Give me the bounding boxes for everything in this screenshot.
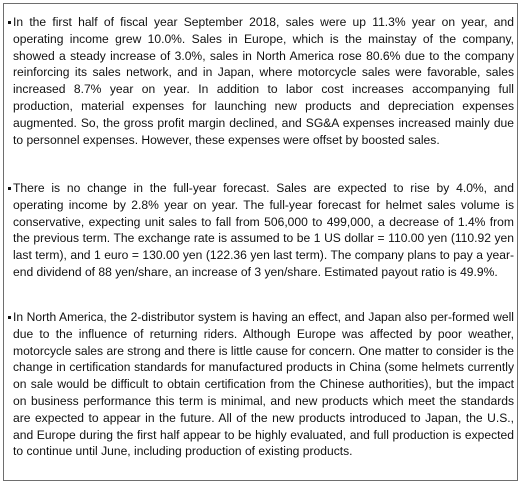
bullet-icon: [8, 21, 11, 24]
paragraph-text: There is no change in the full-year forecast. Sales are expected to rise by 4.0%, and operating income by 2.8% year on year. The full-year forecast for helmet sales volume is conservative, expecting unit sales to fall from 506,000 to 499,000, a decrease of 1.4% from the previous term. The exchange rate is assumed to be 1 US dollar = 110.00 yen (110.92 yen last term), and 1 euro = 130.00 yen (122.36 yen last term). The company plans to pay a year-end dividend of 88 yen/share, an increase of 3 yen/share. Estimated payout ratio is 49.9%.: [13, 181, 514, 279]
paragraph-full-year-forecast: [8, 180, 514, 281]
paragraph-regional-outlook: [8, 309, 514, 460]
bullet-icon: [8, 316, 11, 319]
paragraph-text: In the first half of fiscal year September 2018, sales were up 11.3% year on year, and operating income grew 10.0%. Sales in Europe, which is the mainstay of the company, showed a steady increase of 3.0%, sales in North America rose 80.6% due to the company reinforcing its sales network, and in Japan, where motorcycle sales were favorable, sales increased 8.7% year on year. In addition to labor cost increases accompanying full production, material expenses for launching new products and depreciation expenses augmented. So, the gross profit margin declined, and SG&A expenses increased mainly due to personnel expenses. However, these expenses were offset by boosted sales.: [13, 15, 514, 147]
paragraph-text: In North America, the 2-distributor system is having an effect, and Japan also per-formed well due to the influence of returning riders. Although Europe was affected by poor weather, motorcycle sales are strong and there is little cause for concern. One matter to consider is the change in certification standards for manufactured products in China (some helmets currently on sale would be difficult to obtain certification from the Chinese authorities), but the impact on business performance this term is minimal, and new products which meet the standards are expected to appear in the future. All of the new products introduced to Japan, the U.S., and Europe during the first half appear to be highly evaluated, and full production is expected to continue until June, including production of existing products.: [13, 310, 514, 459]
text-box: [3, 3, 518, 481]
paragraph-first-half-results: [8, 14, 514, 148]
bullet-icon: [8, 187, 11, 190]
